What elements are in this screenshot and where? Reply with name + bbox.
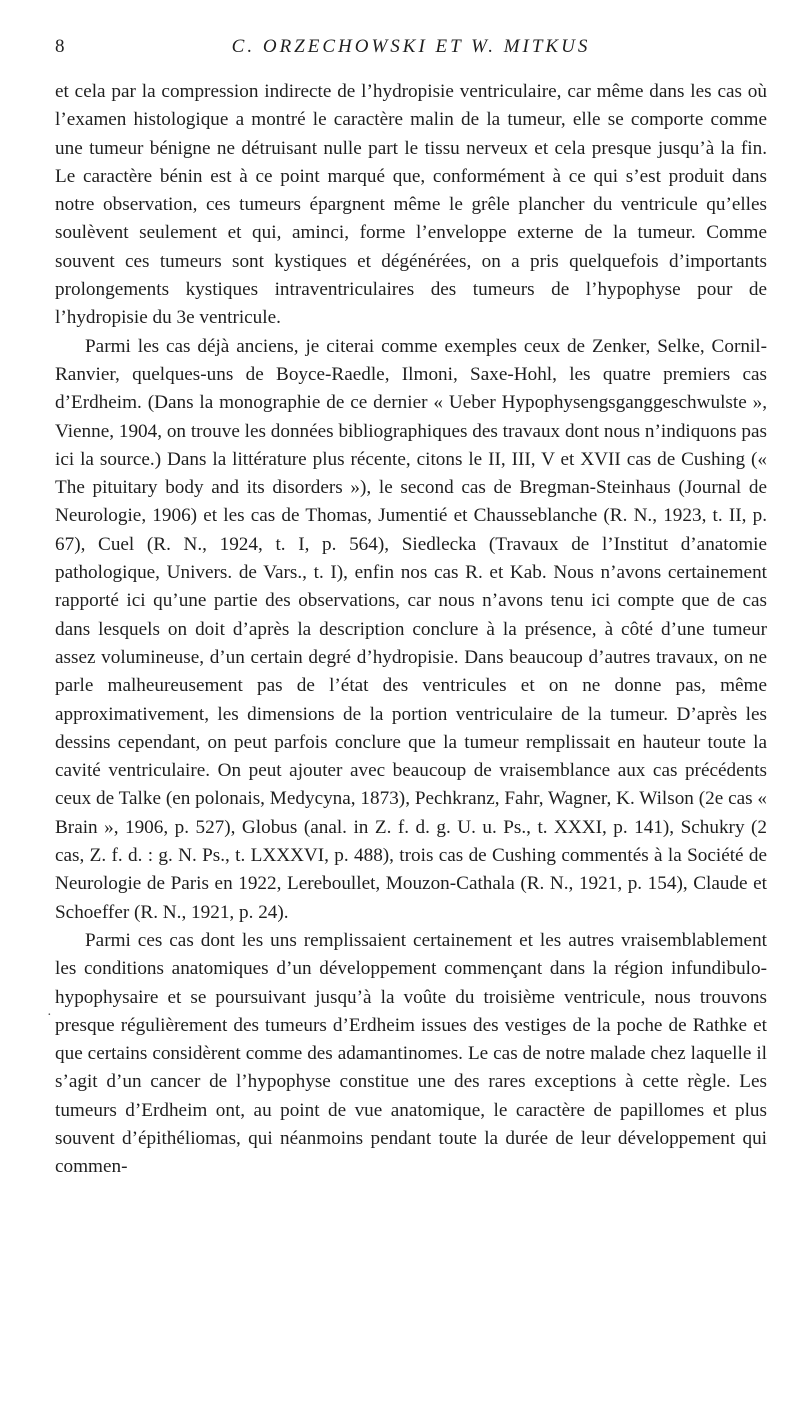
body-text [55, 78, 767, 1182]
margin-mark: · [47, 1008, 52, 1023]
page-number: 8 [55, 36, 66, 57]
page [55, 36, 767, 1182]
paragraph-1: et cela par la compression indirecte de l’hydropisie ventriculaire, car même dans les cas où l’examen histologique a montré le caractère malin de la tumeur, elle se comporte comme une tumeur bénigne ne détruisant nulle part le tissu nerveux et cela presque jusqu’à la fin. Le caractère bénin est à ce point marqué que, conformément à ce qui s’est produit dans notre observation, ces tumeurs épargnent même le grêle plancher du ventricule qu’elles soulèvent seulement et qui, aminci, forme l’enveloppe externe de la tumeur. Comme souvent ces tumeurs sont kystiques et dégénérées, on a pris quelquefois d’importants prolongements kystiques intraventriculaires des tumeurs de l’hypophyse pour de l’hydropisie du 3e ventricule. [55, 81, 767, 329]
paragraph-3: Parmi ces cas dont les uns remplissaient certainement et les autres vraisemblablement les conditions anatomiques d’un développement commençant dans la région infundibulo-hypophysaire et se poursuivant jusqu’à la voûte du troisième ventricule, nous trouvons presque régulièrement des tumeurs d’Erdheim issues des vestiges de la poche de Rathke et que certains considèrent comme des adamantinomes. Le cas de notre malade chez laquelle il s’agit d’un cancer de l’hypophyse constitue une des rares exceptions à cette règle. Les tumeurs d’Erdheim ont, au point de vue anatomique, le caractère de papillomes et plus souvent d’épithéliomas, qui néanmoins pendant toute la durée de leur développement qui commen- [55, 929, 767, 1178]
page-header [55, 36, 767, 68]
paragraph-2: Parmi les cas déjà anciens, je citerai comme exemples ceux de Zenker, Selke, Cornil-Ranvier, quelques-uns de Boyce-Raedle, Ilmoni, Saxe-Hohl, les quatre premiers cas d’Erdheim. (Dans la monographie de ce dernier « Ueber Hypophysengsganggeschwulste », Vienne, 1904, on trouve les données bibliographiques des travaux dont nous n’indiquons pas ici la source.) Dans la littérature plus récente, citons le II, III, V et XVII cas de Cushing (« The pituitary body and its disorders »), le second cas de Bregman-Steinhaus (Journal de Neurologie, 1906) et les cas de Thomas, Jumentié et Chausseblanche (R. N., 1923, t. II, p. 67), Cuel (R. N., 1924, t. I, p. 564), Siedlecka (Travaux de l’Institut d’anatomie pathologique, Univers. de Vars., t. I), enfin nos cas R. et Kab. Nous n’avons certainement rapporté ici qu’une partie des observations, car nous n’avons tenu ici compte que de cas dans lesquels on doit d’après la description conclure à la présence, à côté d’une tumeur assez volumineuse, d’un certain degré d’hydropisie. Dans beaucoup d’autres travaux, on ne parle malheureusement pas de l’état des ventricules et on ne donne pas, même approximativement, les dimensions de la portion ventriculaire de la tumeur. D’après les dessins cependant, on peut parfois conclure que la tumeur remplissait en hauteur toute la cavité ventriculaire. On peut ajouter avec beaucoup de vraisemblance aux cas précédents ceux de Talke (en polonais, Medycyna, 1873), Pechkranz, Fahr, Wagner, K. Wilson (2e cas « Brain », 1906, p. 527), Globus (anal. in Z. f. d. g. U. u. Ps., t. XXXI, p. 141), Schukry (2 cas, Z. f. d. : g. N. Ps., t. LXXXVI, p. 488), trois cas de Cushing commentés à la Société de Neurologie de Paris en 1922, Lereboullet, Mouzon-Cathala (R. N., 1921, p. 154), Claude et Schoeffer (R. N., 1921, p. 24). [55, 335, 767, 923]
running-head: C. ORZECHOWSKI ET W. MITKUS [231, 36, 591, 57]
